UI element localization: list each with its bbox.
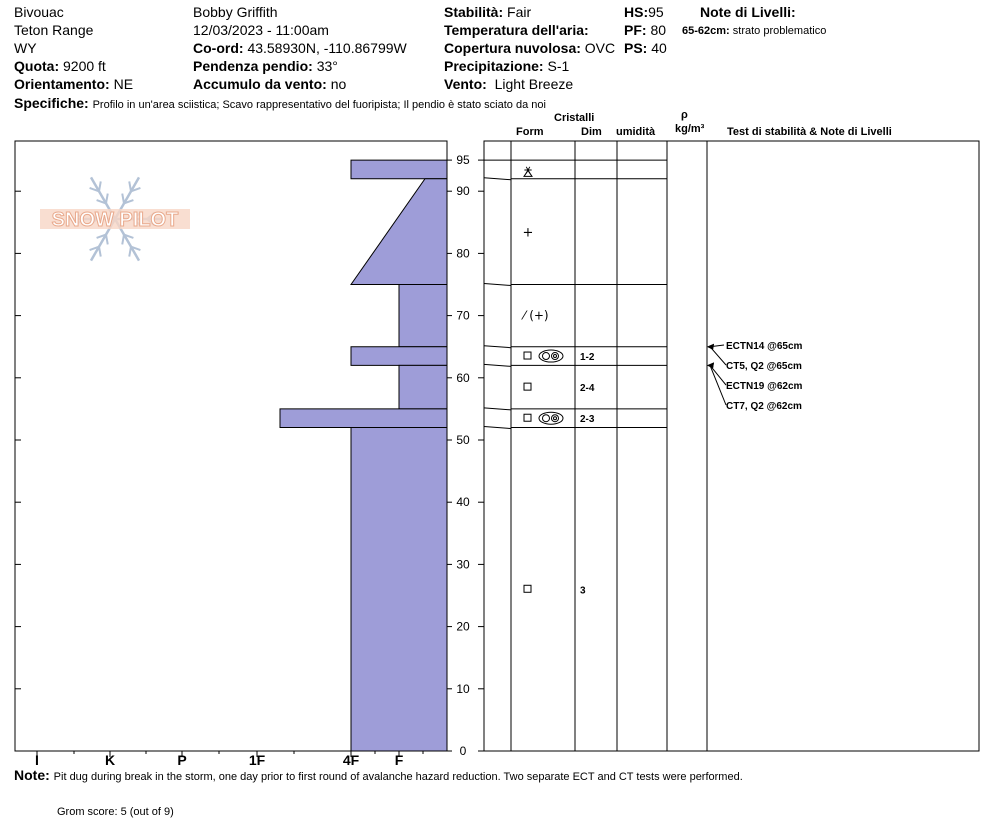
hardness-layer bbox=[280, 409, 447, 428]
layer-connector bbox=[484, 284, 511, 286]
hardness-layer bbox=[399, 285, 447, 347]
tests-header: Test di stabilità & Note di Livelli bbox=[727, 126, 892, 138]
crystal-size: 1-2 bbox=[580, 352, 595, 364]
layer-connector bbox=[484, 178, 511, 180]
depth-label: 50 bbox=[456, 433, 470, 447]
precipitation: Precipitazione: S-1 bbox=[444, 58, 570, 74]
test-arrowhead bbox=[707, 344, 714, 350]
snowflake-branch bbox=[122, 235, 124, 245]
density-unit: kg/m³ bbox=[675, 123, 705, 135]
range: Teton Range bbox=[14, 22, 94, 38]
surface-hoar-ring bbox=[552, 415, 559, 422]
location: Bivouac bbox=[14, 4, 64, 20]
hardness-profile bbox=[280, 160, 447, 751]
wind: Vento: Light Breeze bbox=[444, 76, 574, 92]
snowflake-branch bbox=[122, 194, 124, 204]
layers-panel bbox=[484, 141, 979, 751]
crystal-size: 2-4 bbox=[580, 383, 595, 395]
square-icon bbox=[524, 414, 531, 421]
moisture-header: umidità bbox=[616, 126, 656, 138]
crystals-header: Cristalli bbox=[554, 112, 595, 124]
logo-text: SNOW PILOT bbox=[51, 209, 179, 231]
hardness-layer bbox=[351, 179, 447, 285]
layer-notes-title: Note di Livelli: bbox=[700, 4, 796, 20]
crystal-row bbox=[524, 383, 595, 394]
elevation: Quota: 9200 ft bbox=[14, 58, 106, 74]
hardness-label: 4F bbox=[342, 752, 360, 768]
datetime: 12/03/2023 - 11:00am bbox=[193, 22, 329, 38]
ps: PS: 40 bbox=[624, 40, 667, 56]
air-temperature: Temperatura dell'aria: bbox=[444, 22, 589, 38]
crystal-row bbox=[524, 350, 595, 363]
depth-label: 90 bbox=[456, 184, 470, 199]
depth-label: 20 bbox=[456, 619, 470, 634]
coordinates: Co-ord: 43.58930N, -110.86799W bbox=[193, 40, 407, 56]
observer: Bobby Griffith bbox=[193, 4, 278, 20]
crystal-size: 3 bbox=[580, 585, 586, 597]
test-pointer bbox=[710, 365, 726, 405]
square-icon bbox=[524, 585, 531, 592]
layer-connector bbox=[484, 427, 511, 429]
surface-hoar-ring bbox=[552, 353, 559, 360]
depth-label: 95 bbox=[456, 153, 470, 168]
layer-note: 65-62cm: strato problematico bbox=[682, 25, 827, 37]
test-pointer bbox=[710, 347, 726, 365]
hardness-layer bbox=[351, 428, 447, 751]
specifics: Specifiche: Profilo in un'area sciistica; Scavo rappresentativo del fuoripista; Il pendio è stato sciato da noi bbox=[14, 95, 546, 111]
snowpilot-logo bbox=[40, 177, 190, 260]
crystal-form-icon: + bbox=[522, 225, 534, 241]
aspect: Orientamento: NE bbox=[14, 76, 134, 92]
snowflake-branch bbox=[129, 181, 131, 191]
pf: PF: 80 bbox=[624, 22, 667, 38]
slope: Pendenza pendio: 33° bbox=[193, 58, 338, 74]
depth-label: 10 bbox=[456, 681, 470, 696]
test-label: CT7, Q2 @62cm bbox=[726, 401, 802, 412]
hardness-layer bbox=[351, 160, 447, 179]
surface-hoar-ring bbox=[543, 415, 550, 422]
depth-label: 0 bbox=[459, 744, 467, 758]
depth-label: 30 bbox=[456, 557, 470, 572]
snowflake-branch bbox=[99, 247, 101, 257]
depth-label: 60 bbox=[456, 370, 470, 385]
crystal-rows bbox=[520, 162, 595, 596]
grom-score: Grom score: 5 (out of 9) bbox=[57, 806, 174, 818]
layer-connector bbox=[484, 364, 511, 366]
test-pointer bbox=[710, 365, 726, 385]
surface-hoar-dot bbox=[554, 355, 557, 358]
stability-tests bbox=[707, 341, 803, 412]
crystal-row bbox=[523, 226, 534, 241]
surface-hoar-ring bbox=[543, 353, 550, 360]
stability-test bbox=[707, 341, 803, 352]
layer-connector bbox=[484, 408, 511, 410]
crystal-row bbox=[520, 309, 548, 323]
crystal-form-icon: ⚹ bbox=[524, 162, 532, 178]
test-label: ECTN19 @62cm bbox=[726, 381, 803, 392]
hardness-layer bbox=[399, 365, 447, 409]
crystal-row bbox=[524, 412, 595, 425]
snowflake-branch bbox=[99, 181, 101, 191]
hardness-label: F bbox=[394, 752, 404, 768]
snowflake-branch bbox=[106, 235, 108, 245]
surface-hoar-dot bbox=[554, 417, 557, 420]
crystal-row bbox=[524, 162, 532, 177]
hardness-layer bbox=[351, 347, 447, 366]
depth-axis bbox=[447, 153, 484, 758]
depth-label: 40 bbox=[456, 495, 470, 510]
hardness-label: I bbox=[35, 752, 39, 768]
hardness-label: 1F bbox=[248, 752, 266, 768]
square-icon bbox=[524, 352, 531, 359]
snowflake-branch bbox=[106, 194, 108, 204]
depth-label: 80 bbox=[456, 246, 470, 261]
stability: Stabilità: Fair bbox=[444, 4, 532, 20]
test-label: CT5, Q2 @65cm bbox=[726, 361, 802, 372]
size-header: Dim bbox=[581, 126, 602, 138]
sky-cover: Copertura nuvolosa: OVC bbox=[444, 40, 616, 56]
depth-label: 70 bbox=[456, 308, 470, 323]
hs: HS:95 bbox=[624, 4, 664, 20]
wind-loading: Accumulo da vento: no bbox=[193, 76, 347, 92]
crystal-row bbox=[524, 585, 586, 596]
crystal-form-icon: ⁄ (+) bbox=[523, 308, 549, 323]
test-label: ECTN14 @65cm bbox=[726, 341, 803, 352]
snowflake-branch bbox=[129, 247, 131, 257]
density-symbol: ρ bbox=[681, 109, 688, 121]
form-header: Form bbox=[516, 126, 544, 138]
hardness-label: P bbox=[177, 752, 187, 768]
state: WY bbox=[14, 40, 37, 56]
crystal-size: 2-3 bbox=[580, 414, 595, 426]
layer-connector bbox=[484, 346, 511, 348]
footer-note: Note: Pit dug during break in the storm, one day prior to first round of avalanche hazard reduction. Two separate ECT and CT tests were performed. bbox=[14, 767, 743, 783]
hardness-label: K bbox=[104, 752, 116, 768]
square-icon bbox=[524, 383, 531, 390]
